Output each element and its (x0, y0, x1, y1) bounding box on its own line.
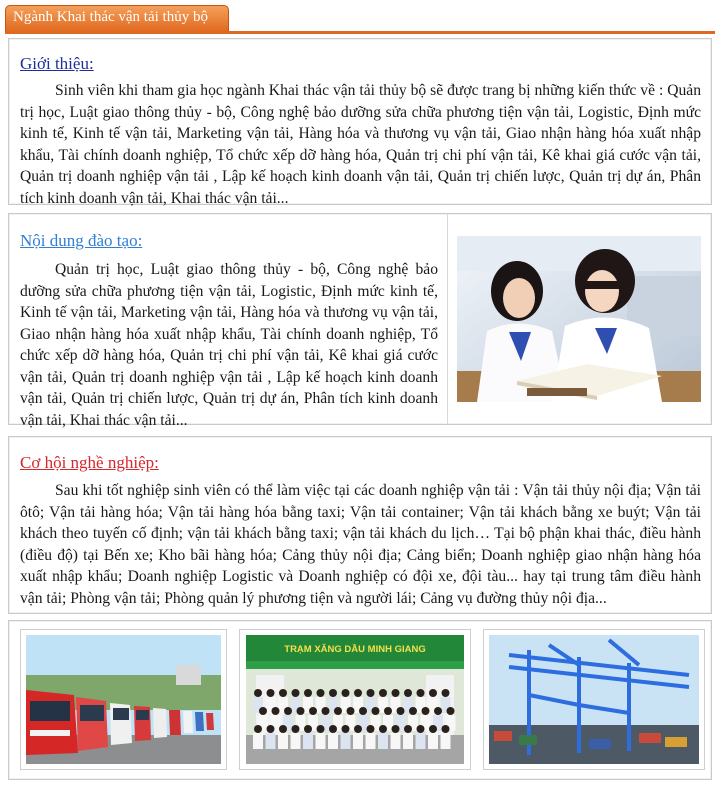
gas-station-group-photo (239, 629, 471, 770)
training-text: Quản trị học, Luật giao thông thủy - bộ, Công nghệ bảo dưỡng sửa chữa phương tiện vận tải, Logistic, Định mức kinh tế, Kinh tế vận tải, Marketing vận tải, Hàng hóa và thương vụ vận tải, Giao nhận hàng hóa xuất nhập khẩu, Tài chính doanh nghiệp, Tổ chức xếp dỡ hàng hóa, Quản trị chi phí vận tải, Kê khai giá cước vận tải, Quản trị doanh nghiệp vận tải , Lập kế hoạch kinh doanh vận tải, Quản trị chiến lược, Quản trị dự án, Phân tích kinh doanh vận tải, Khai thác vận tải... (20, 261, 438, 429)
training-heading: Nội dung đào tạo: (20, 231, 143, 250)
section-title-tab (5, 5, 229, 33)
gas-station-sign: TRẠM XĂNG DẦU MINH GIANG (284, 644, 426, 655)
career-heading: Cơ hội nghề nghiệp: (20, 453, 159, 472)
port-cranes-photo (483, 629, 705, 770)
buses-photo (20, 629, 227, 770)
career-text: Sau khi tốt nghiệp sinh viên có thể làm việc tại các doanh nghiệp vận tải : Vận tải thủy nội địa; Vận tải ôtô; Vận tải hàng hóa; Vận tải hàng hóa bằng taxi; Vận tải container; Vận tải khách bằng xe buýt; Vận tải khách theo tuyến cố định; vận tải khách bằng taxi; vận tải khách du lịch… Tại bộ phận khai thác, điều hành (điều độ) tại Bến xe; Kho bãi hàng hóa; Cảng thủy nội địa; Cảng biển; Doanh nghiệp giao nhận hàng hóa xuất nhập khẩu; Doanh nghiệp Logistic và Doanh nghiệp có đội xe, đội tàu... hay tại trung tâm điều hành vận tải; Phòng vận tải; Phòng quản lý phương tiện và người lái; Cảng vụ đường thủy nội địa... (20, 482, 701, 607)
training-divider (447, 214, 448, 424)
intro-heading: Giới thiệu: (20, 54, 94, 73)
intro-text: Sinh viên khi tham gia học ngành Khai thác vận tải thủy bộ sẽ được trang bị những kiến thức về : Quản trị học, Luật giao thông thủy - bộ, Công nghệ bảo dưỡng sửa chữa phương tiện vận tải, Logistic, Định mức kinh tế, Kinh tế vận tải, Marketing vận tải, Hàng hóa và thương vụ vận tải, Giao nhận hàng hóa xuất nhập khẩu, Tài chính doanh nghiệp, Tổ chức xếp dỡ hàng hóa, Quản trị chi phí vận tải, Kê khai giá cước vận tải, Quản trị doanh nghiệp vận tải , Lập kế hoạch kinh doanh vận tải, Quản trị chiến lược, Quản trị dự án, Phân tích kinh doanh vận tải, Khai thác vận tải... (20, 82, 701, 207)
intro-panel (8, 38, 712, 205)
section-title: Ngành Khai thác vận tải thủy bộ (13, 9, 208, 25)
students-photo (457, 236, 701, 402)
photo-strip (8, 620, 712, 780)
title-underline (5, 31, 715, 34)
career-panel (8, 436, 712, 614)
training-panel (8, 213, 712, 429)
